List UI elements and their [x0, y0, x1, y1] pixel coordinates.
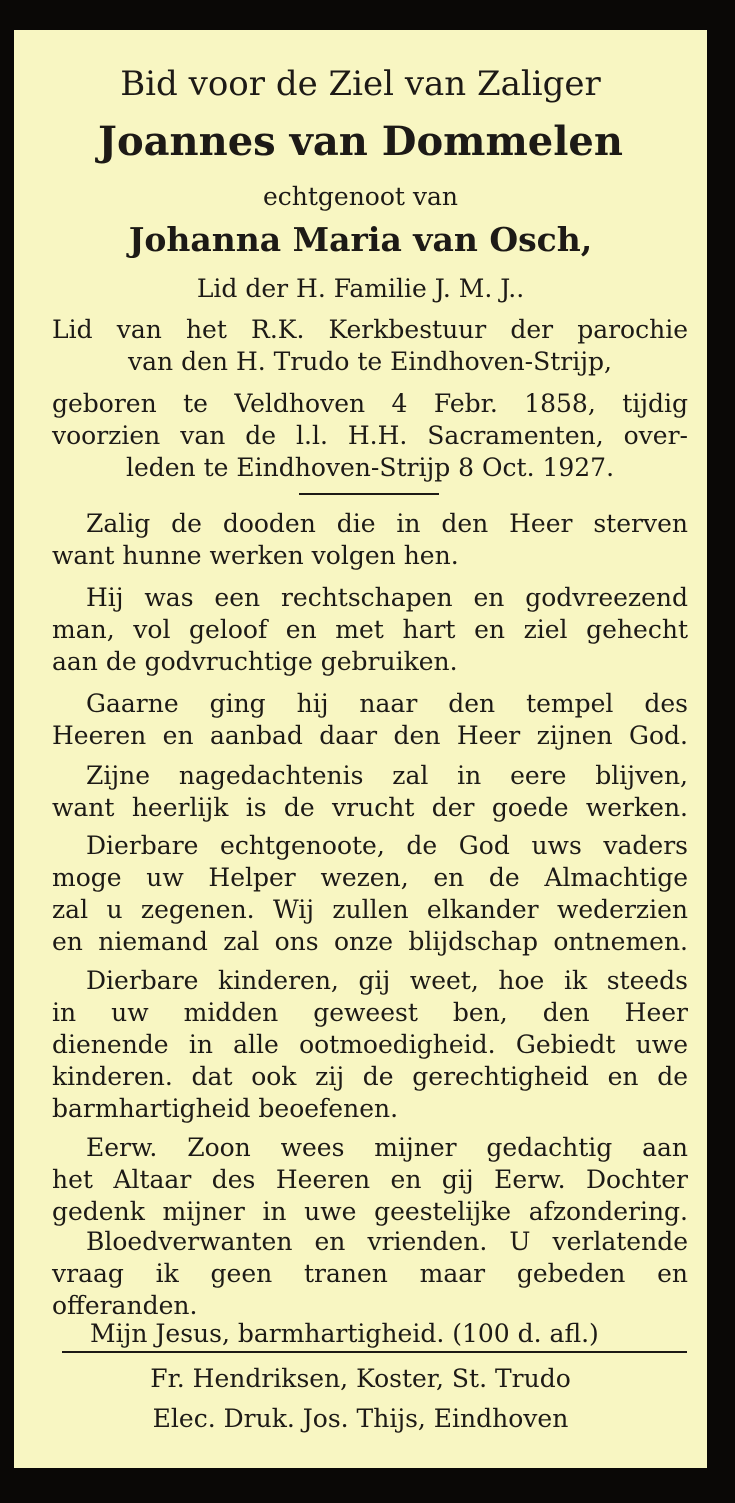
verse-line: kinderen. dat ook zij de gerechtigheid en de	[52, 1062, 688, 1091]
biography-text	[52, 314, 688, 378]
verse-line: Hij was een rechtschapen en godvreezend	[86, 583, 688, 612]
verse-line: Mijn Jesus, barmhartigheid. (100 d. afl.)	[90, 1319, 599, 1348]
verse-line: dienende in alle ootmoedigheid. Gebiedt uwe	[52, 1030, 688, 1059]
verse-line: aan de godvruchtige gebruiken.	[52, 647, 458, 676]
verse-line: gedenk mijner in uwe geestelijke afzondering.	[52, 1197, 688, 1226]
verse-paragraph	[52, 1226, 688, 1322]
verse-line: offeranden.	[52, 1291, 198, 1320]
membership-line: Lid der H. Familie J. M. J..	[196, 274, 525, 303]
verse-line: man, vol geloof en met hart en ziel gehecht	[52, 615, 688, 644]
verse-line: Eerw. Zoon wees mijner gedachtig aan	[86, 1133, 688, 1162]
verse-paragraph	[52, 760, 688, 824]
verse-line: Dierbare kinderen, gij weet, hoe ik steeds	[86, 966, 688, 995]
verse-line: zal u zegenen. Wij zullen elkander wederzien	[52, 895, 688, 924]
verse-line: moge uw Helper wezen, en de Almachtige	[52, 863, 688, 892]
verse-line: Dierbare echtgenoote, de God uws vaders	[86, 831, 688, 860]
verse-line: Bloedverwanten en vrienden. U verlatende	[86, 1227, 688, 1256]
divider-long	[62, 1351, 687, 1353]
spouse-name: Johanna Maria van Osch,	[128, 220, 593, 259]
bio-line: geboren te Veldhoven 4 Febr. 1858, tijdig	[52, 389, 688, 418]
verse-line: en niemand zal ons onze blijdschap ontnemen.	[52, 927, 688, 956]
deceased-name: Joannes van Dommelen	[98, 118, 623, 165]
verse-line: het Altaar des Heeren en gij Eerw. Dochter	[52, 1165, 688, 1194]
verse-line: Gaarne ging hij naar den tempel des	[86, 689, 688, 718]
bio-line: leden te Eindhoven-Strijp 8 Oct. 1927.	[125, 453, 615, 482]
verse-paragraph	[52, 1132, 688, 1228]
bio-line: van den H. Trudo te Eindhoven-Strijp,	[128, 347, 612, 376]
verse-line: Zalig de dooden die in den Heer sterven	[86, 509, 688, 538]
bio-line: voorzien van de l.l. H.H. Sacramenten, over-	[52, 421, 688, 450]
divider-short	[299, 493, 439, 495]
biography-text	[52, 388, 688, 484]
memorial-card	[14, 30, 707, 1468]
verse-line: vraag ik geen tranen maar gebeden en	[52, 1259, 688, 1288]
verse-line: want heerlijk is de vrucht der goede werken.	[52, 793, 688, 822]
verse-paragraph	[52, 830, 688, 958]
spouse-label: echtgenoot van	[262, 182, 459, 211]
verse-line: want hunne werken volgen hen.	[52, 541, 459, 570]
verse-line: Heeren en aanbad daar den Heer zijnen God.	[52, 721, 688, 750]
printer-credit: Elec. Druk. Jos. Thijs, Eindhoven	[152, 1404, 569, 1433]
bio-line: Lid van het R.K. Kerkbestuur der parochie	[52, 315, 688, 344]
sexton-credit: Fr. Hendriksen, Koster, St. Trudo	[150, 1364, 571, 1393]
verse-paragraph	[52, 965, 688, 1125]
verse-paragraph	[52, 508, 688, 572]
verse-line: in uw midden geweest ben, den Heer	[52, 998, 688, 1027]
verse-paragraph	[52, 582, 688, 678]
prayer-heading: Bid voor de Ziel van Zaliger	[120, 64, 601, 104]
verse-line: barmhartigheid beoefenen.	[52, 1094, 399, 1123]
verse-paragraph	[52, 688, 688, 752]
verse-paragraph	[52, 1318, 688, 1350]
verse-line: Zijne nagedachtenis zal in eere blijven,	[86, 761, 688, 790]
